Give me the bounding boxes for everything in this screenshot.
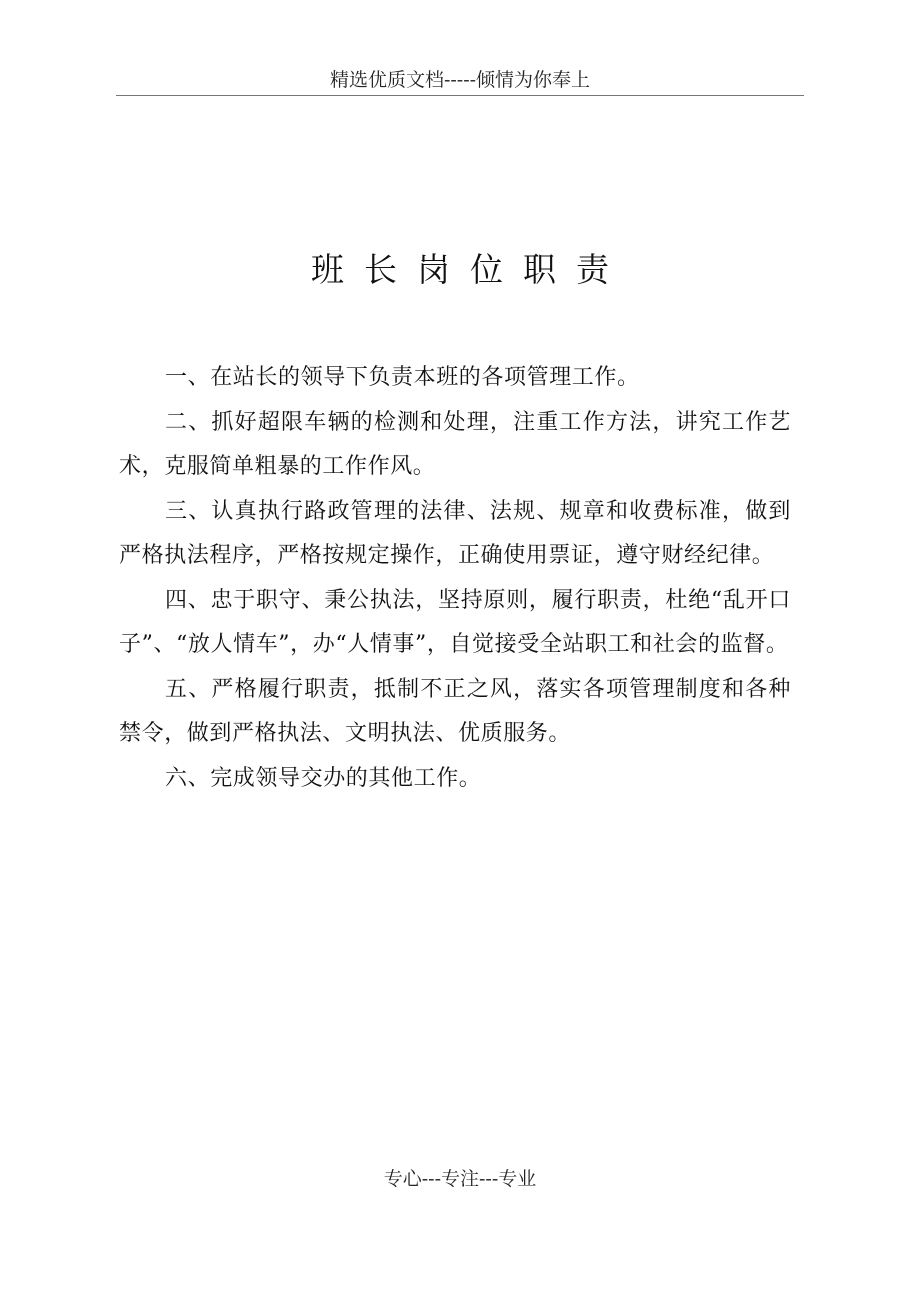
page-footer: 专心---专注---专业 [383, 1168, 537, 1190]
page-header: 精选优质文档-----倾情为你奉上 [116, 68, 804, 96]
duty-item-3: 三、认真执行路政管理的法律、法规、规章和收费标准，做到严格执法程序，严格按规定操作，正确使用票证，遵守财经纪律。 [119, 498, 791, 568]
duty-item-5: 五、严格履行职责，抵制不正之风，落实各项管理制度和各种禁令，做到严格执法、文明执法、优质服务。 [119, 676, 791, 746]
duty-item-1: 一、在站长的领导下负责本班的各项管理工作。 [165, 365, 640, 390]
document-title: 班长岗位职责 [311, 250, 629, 289]
duty-item-2: 二、抓好超限车辆的检测和处理，注重工作方法，讲究工作艺术，克服简单粗暴的工作作风。 [119, 409, 791, 479]
duty-item-4: 四、忠于职守、秉公执法，坚持原则，履行职责，杜绝“乱开口子”、“放人情车”，办“人情事”，自觉接受全站职工和社会的监督。 [119, 587, 791, 657]
duty-item-6: 六、完成领导交办的其他工作。 [165, 765, 482, 791]
document-body [119, 356, 791, 801]
